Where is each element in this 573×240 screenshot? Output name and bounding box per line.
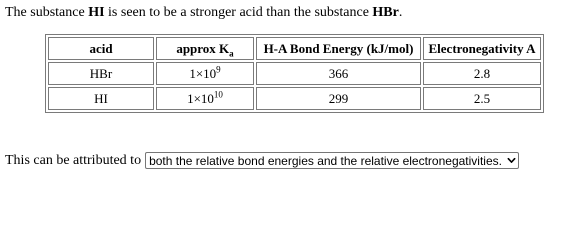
table-row [48,87,541,110]
substance-hbr: HBr [372,5,399,20]
table-row [48,62,541,85]
cell-electronegativity: 2.5 [423,87,541,110]
answer-prompt: This can be attributed to [5,152,142,168]
cell-acid: HBr [48,62,154,85]
acid-data-table [45,34,544,113]
header-ka-subscript: a [229,48,234,59]
header-acid: acid [48,37,154,60]
cell-bond-energy: 299 [256,87,421,110]
answer-dropdown[interactable] [145,152,519,169]
question-text-part: is seen to be a stronger acid than the substance [104,5,373,20]
cell-ka-base: 1×10 [189,65,217,81]
answer-line [5,152,519,169]
substance-hi: HI [88,5,105,20]
header-electronegativity: Electronegativity A [423,37,541,60]
header-ka [156,37,254,60]
cell-bond-energy: 366 [256,62,421,85]
cell-acid: HI [48,87,154,110]
question-text [5,5,402,21]
table-header-row [48,37,541,60]
header-ka-label: approx K [176,40,230,56]
cell-ka-exponent: 10 [213,89,223,100]
question-text-part: . [398,5,403,20]
cell-ka [156,62,254,85]
cell-ka-exponent: 9 [216,64,221,75]
question-text-part: The substance [5,5,89,20]
cell-ka-base: 1×10 [187,90,214,106]
cell-electronegativity: 2.8 [423,62,541,85]
chevron-down-icon [507,156,516,165]
answer-dropdown-value: both the relative bond energies and the relative electronegativities. [149,153,502,168]
header-bond-energy: H-A Bond Energy (kJ/mol) [256,37,421,60]
cell-ka [156,87,254,110]
